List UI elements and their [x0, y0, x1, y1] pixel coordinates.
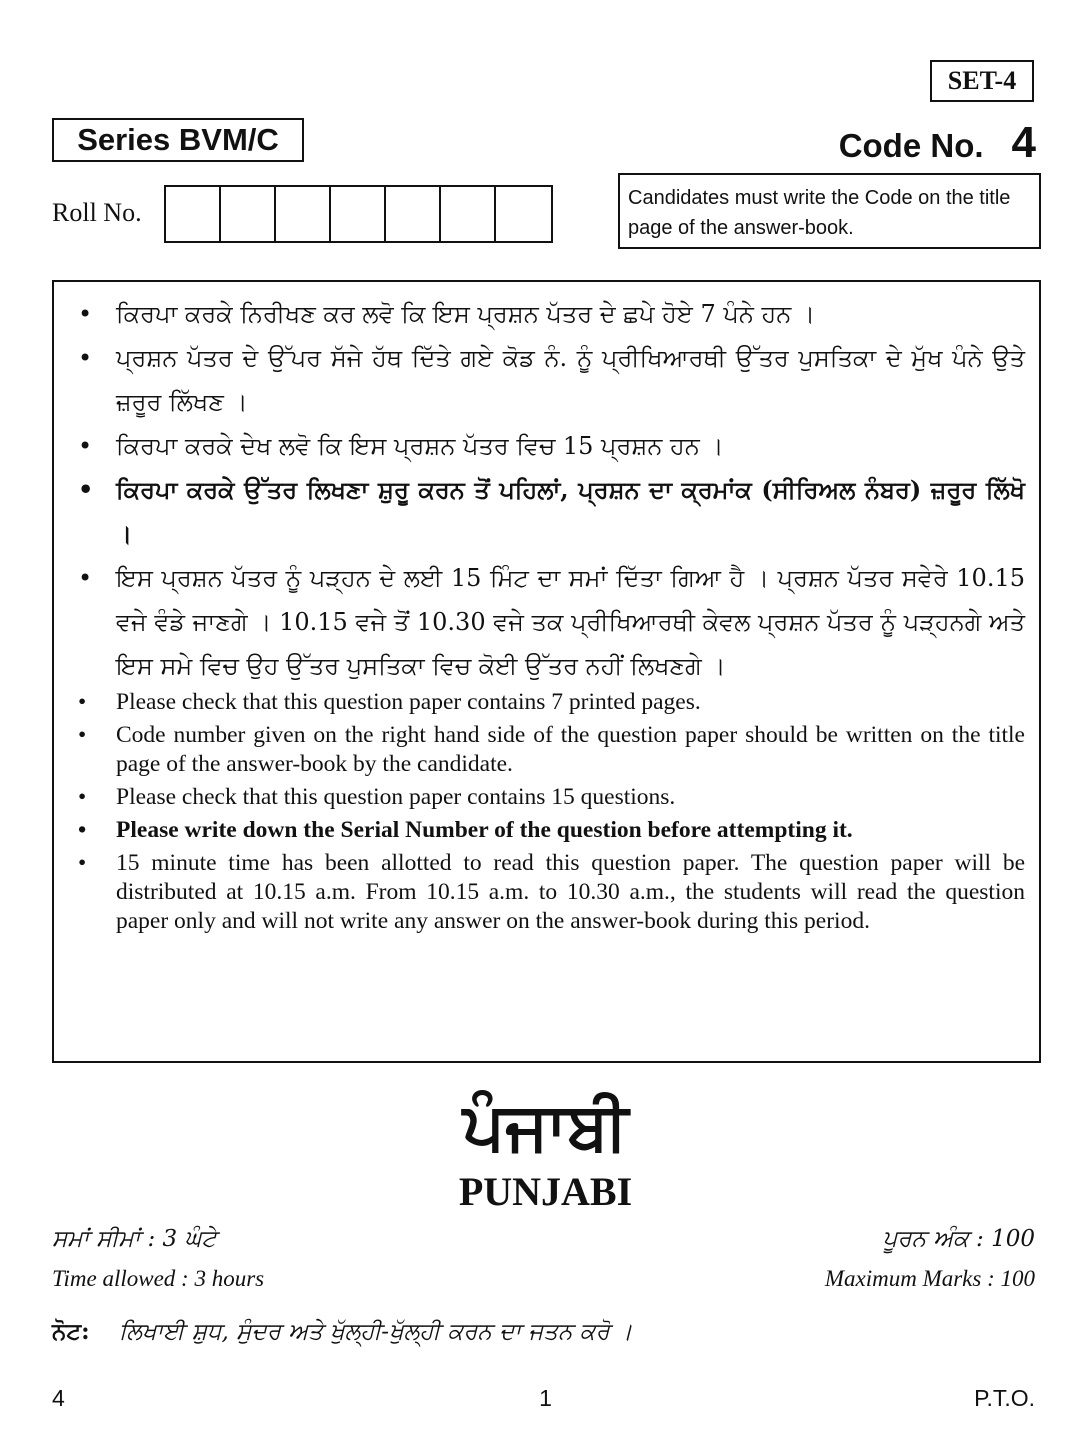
roll-no-cell[interactable] — [331, 187, 386, 241]
note — [52, 1318, 632, 1345]
page-number: 1 — [539, 1385, 552, 1411]
instruction-en: • Please write down the Serial Number of the question before attempting it. — [68, 816, 1025, 845]
time-allowed-punjabi: ਸਮਾਂ ਸੀਮਾਂ : 3 ਘੰਟੇ — [52, 1226, 217, 1252]
roll-no-cell[interactable] — [441, 187, 496, 241]
instruction-pa: • ਪ੍ਰਸ਼ਨ ਪੱਤਰ ਦੇ ਉੱਪਰ ਸੱਜੇ ਹੱਥ ਦਿੱਤੇ ਗਏ ਕੋਡ ਨੰ. ਨੂੰ ਪ੍ਰੀਖਿਆਰਥੀ ਉੱਤਰ ਪੁਸਤਿਕਾ ਦੇ ਮੁੱਖ ਪੰਨੇ ਉਤੇ ਜ਼ਰੂਰ ਲਿੱਖਣ । — [68, 336, 1025, 424]
roll-no-cell[interactable] — [166, 187, 221, 241]
instructions-punjabi — [68, 292, 1025, 688]
note-label: ਨੋਟ: — [52, 1318, 90, 1345]
subject-title-english: PUNJABI — [458, 1169, 633, 1214]
instruction-en: • Please check that this question paper contains 7 printed pages. — [68, 688, 1025, 717]
roll-no-label: Roll No. — [52, 198, 142, 227]
please-turn-over: P.T.O. — [974, 1385, 1035, 1411]
instruction-pa: • ਇਸ ਪ੍ਰਸ਼ਨ ਪੱਤਰ ਨੂੰ ਪੜ੍ਹਨ ਦੇ ਲਈ 15 ਮਿੰਟ ਦਾ ਸਮਾਂ ਦਿੱਤਾ ਗਿਆ ਹੈ । ਪ੍ਰਸ਼ਨ ਪੱਤਰ ਸਵੇਰੇ 10.15 ਵਜੇ ਵੰਡੇ ਜਾਣਗੇ । 10.15 ਵਜੇ ਤੋਂ 10.30 ਵਜੇ ਤਕ ਪ੍ਰੀਖਿਆਰਥੀ ਕੇਵਲ ਪ੍ਰਸ਼ਨ ਪੱਤਰ ਨੂੰ ਪੜ੍ਹਨਗੇ ਅਤੇ ਇਸ ਸਮੇ ਵਿਚ ਉਹ ਉੱਤਰ ਪੁਸਤਿਕਾ ਵਿਚ ਕੋਈ ਉੱਤਰ ਨਹੀਂ ਲਿਖਣਗੇ । — [68, 556, 1025, 688]
subject-title-punjabi: ਪੰਜਾਬੀ — [462, 1088, 629, 1165]
footer-code: 4 — [52, 1385, 65, 1411]
code-label: Code No. — [838, 127, 984, 164]
roll-no-cell[interactable] — [276, 187, 331, 241]
instruction-pa: • ਕਿਰਪਾ ਕਰਕੇ ਉੱਤਰ ਲਿਖਣਾ ਸ਼ੁਰੂ ਕਰਨ ਤੋਂ ਪਹਿਲਾਂ, ਪ੍ਰਸ਼ਨ ਦਾ ਕ੍ਰਮਾਂਕ (ਸੀਰਿਅਲ ਨੰਬਰ) ਜ਼ਰੂਰ ਲਿੱਖੋ । — [68, 468, 1025, 556]
note-text: ਲਿਖਾਈ ਸ਼ੁਧ, ਸੁੰਦਰ ਅਤੇ ਖੁੱਲ੍ਹੀ-ਖੁੱਲ੍ਹੀ ਕਰਨ ਦਾ ਜਤਨ ਕਰੋ । — [118, 1319, 633, 1345]
roll-no-boxes — [164, 185, 553, 243]
max-marks-english: Maximum Marks : 100 — [824, 1266, 1035, 1291]
roll-no-cell[interactable] — [386, 187, 441, 241]
instruction-en: • Please check that this question paper contains 15 questions. — [68, 783, 1025, 812]
code-number — [780, 118, 1036, 168]
code-value: 4 — [1011, 118, 1036, 167]
instructions-box — [52, 280, 1041, 1063]
candidate-note: Candidates must write the Code on the title page of the answer-book. — [618, 173, 1041, 249]
instruction-pa: • ਕਿਰਪਾ ਕਰਕੇ ਦੇਖ ਲਵੋ ਕਿ ਇਸ ਪ੍ਰਸ਼ਨ ਪੱਤਰ ਵਿਚ 15 ਪ੍ਰਸ਼ਨ ਹਨ । — [68, 424, 1025, 468]
time-allowed-english: Time allowed : 3 hours — [52, 1266, 265, 1291]
instruction-en: • 15 minute time has been allotted to read this question paper. The question paper will be distributed at 10.15 a.m. From 10.15 a.m. to 10.30 a.m., the students will read the question paper only and will not write any answer on the answer-book during this period. — [68, 849, 1025, 936]
roll-no-cell[interactable] — [496, 187, 551, 241]
series-label: Series BVM/C — [52, 118, 304, 162]
roll-no-cell[interactable] — [221, 187, 276, 241]
max-marks-punjabi: ਪੂਰਨ ਅੰਕ : 100 — [882, 1226, 1035, 1252]
instruction-en: • Code number given on the right hand side of the question paper should be written on the title page of the answer-book by the candidate. — [68, 721, 1025, 779]
instruction-pa: • ਕਿਰਪਾ ਕਰਕੇ ਨਿਰੀਖਣ ਕਰ ਲਵੋ ਕਿ ਇਸ ਪ੍ਰਸ਼ਨ ਪੱਤਰ ਦੇ ਛਪੇ ਹੋਏ 7 ਪੰਨੇ ਹਨ । — [68, 292, 1025, 336]
set-label: SET-4 — [930, 60, 1034, 102]
instructions-english — [68, 688, 1025, 936]
